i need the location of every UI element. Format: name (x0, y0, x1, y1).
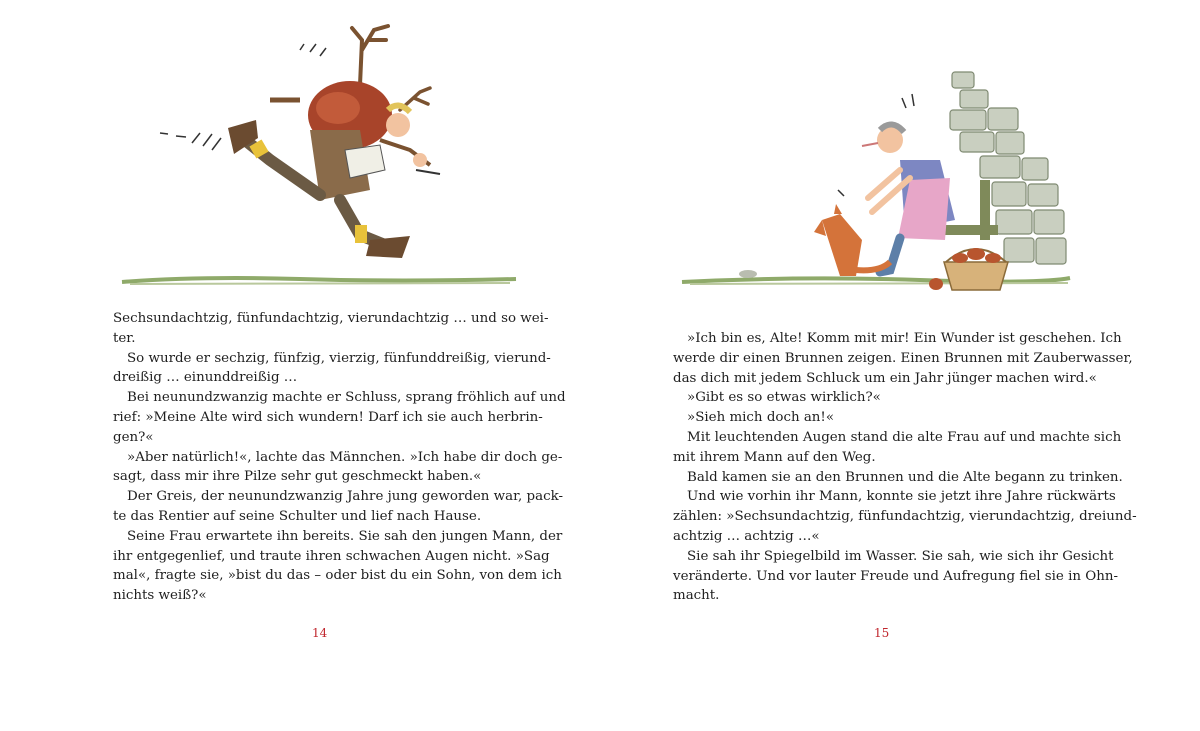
right-page-text (673, 329, 1137, 606)
text-line: »Ich bin es, Alte! Komm mit mir! Ein Wunder ist geschehen. Ich (687, 331, 1122, 346)
text-line: ter. (113, 330, 136, 346)
text-line: Bei neunundzwanzig machte er Schluss, sprang fröhlich auf und (127, 390, 566, 406)
page-number: 15 (874, 626, 890, 640)
text-line: Und wie vorhin ihr Mann, konnte sie jetzt ihre Jahre rückwärts (687, 489, 1116, 505)
text-line: Sie sah ihr Spiegelbild im Wasser. Sie sah, wie sich ihr Gesicht (687, 548, 1114, 564)
text-line: gen?« (113, 429, 154, 445)
text-line: macht. (673, 588, 720, 604)
left-page-text (113, 309, 566, 606)
text-line: Mit leuchtenden Augen stand die alte Frau auf und machte sich (687, 429, 1122, 445)
text-line: sagt, dass mir ihre Pilze sehr gut geschmeckt haben.« (113, 469, 482, 485)
text-line: mit ihrem Mann auf den Weg. (673, 449, 876, 465)
text-line: Sechsundachtzig, fünfundachtzig, vierundachtzig … und so wei- (113, 311, 549, 326)
text-line: Seine Frau erwartete ihn bereits. Sie sah den jungen Mann, der (127, 528, 563, 544)
text-line: So wurde er sechzig, fünfzig, vierzig, fünfunddreißig, vierund- (127, 350, 551, 366)
text-line: ihr entgegenlief, und traute ihren schwachen Augen nicht. »Sag (113, 548, 550, 564)
right-page (600, 0, 1200, 731)
text-line: mal«, fragte sie, »bist du das – oder bist du ein Sohn, von dem ich (113, 568, 562, 584)
text-line: rief: »Meine Alte wird sich wundern! Darf ich sie auch herbrin- (113, 409, 543, 425)
text-line: das dich mit jedem Schluck um ein Jahr jünger machen wird.« (673, 370, 1097, 386)
text-line: dreißig … einunddreißig … (113, 370, 298, 386)
text-line: werde dir einen Brunnen zeigen. Einen Brunnen mit Zauberwasser, (673, 350, 1133, 366)
text-line: veränderte. Und vor lauter Freude und Aufregung fiel sie in Ohn- (673, 568, 1119, 584)
text-line: Bald kamen sie an den Brunnen und die Alte begann zu trinken. (687, 469, 1123, 485)
text-line: »Aber natürlich!«, lachte das Männchen. »Ich habe dir doch ge- (127, 449, 563, 465)
text-line: »Sieh mich doch an!« (687, 410, 835, 426)
illustration-old-man-carrying-reindeer (0, 0, 600, 300)
text-line: Der Greis, der neunundzwanzig Jahre jung geworden war, pack- (127, 489, 563, 505)
text-line: te das Rentier auf seine Schulter und lief nach Hause. (113, 508, 482, 524)
text-line: achtzig … achtzig …« (673, 528, 820, 544)
page-number: 14 (312, 626, 328, 640)
illustration-old-woman-with-fox (600, 0, 1200, 300)
text-line: zählen: »Sechsundachtzig, fünfundachtzig, vierundachtzig, dreiund- (673, 509, 1137, 525)
text-line: nichts weiß?« (113, 588, 207, 604)
text-line: »Gibt es so etwas wirklich?« (687, 390, 881, 406)
